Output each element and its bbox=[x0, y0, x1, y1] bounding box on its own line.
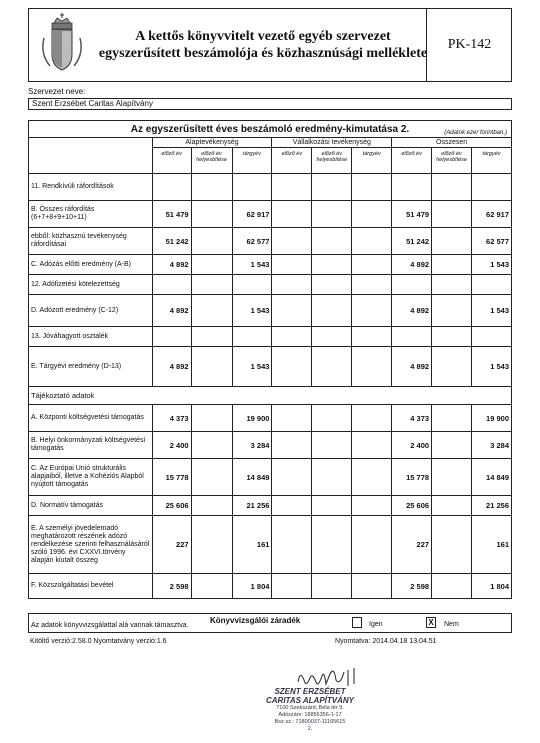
value-cell: 4 892 bbox=[392, 347, 432, 387]
value-cell bbox=[312, 459, 352, 496]
subheader-previous-year-correction: előző év helyesbítése bbox=[312, 148, 352, 174]
value-cell bbox=[352, 459, 392, 496]
value-cell bbox=[272, 201, 312, 228]
row-label: B. Helyi önkormányzati költségvetési támogatás bbox=[29, 432, 153, 459]
value-cell: 62 917 bbox=[472, 201, 512, 228]
value-cell bbox=[312, 228, 352, 255]
value-cell: 4 892 bbox=[392, 295, 432, 327]
value-cell: 62 917 bbox=[232, 201, 272, 228]
value-cell bbox=[312, 432, 352, 459]
table-row bbox=[29, 228, 512, 255]
value-cell bbox=[472, 174, 512, 201]
value-cell: 51 242 bbox=[152, 228, 191, 255]
value-cell bbox=[432, 201, 472, 228]
value-cell: 21 256 bbox=[472, 496, 512, 516]
value-cell bbox=[272, 516, 312, 574]
value-cell bbox=[472, 327, 512, 347]
value-cell: 25 606 bbox=[152, 496, 191, 516]
value-cell bbox=[352, 327, 392, 347]
value-cell bbox=[152, 174, 191, 201]
stamp-address: 7100 Szekszárd, Béla tér 9. bbox=[276, 705, 344, 711]
value-cell bbox=[432, 574, 472, 599]
row-label: 13. Jóváhagyott osztalék bbox=[29, 327, 153, 347]
value-cell bbox=[352, 201, 392, 228]
value-cell bbox=[272, 496, 312, 516]
audit-no-label: Nem bbox=[444, 621, 459, 628]
value-cell bbox=[432, 275, 472, 295]
value-cell: 62 577 bbox=[232, 228, 272, 255]
value-cell: 227 bbox=[152, 516, 191, 574]
subheader-previous-year-correction: előző év helyesbítése bbox=[432, 148, 472, 174]
value-cell bbox=[432, 327, 472, 347]
info-rows bbox=[29, 405, 512, 599]
value-cell: 25 606 bbox=[392, 496, 432, 516]
value-cell bbox=[272, 347, 312, 387]
value-cell: 2 598 bbox=[392, 574, 432, 599]
row-label: D. Adózott eredmény (C-12) bbox=[29, 295, 153, 327]
value-cell bbox=[272, 275, 312, 295]
value-cell bbox=[392, 174, 432, 201]
table-row bbox=[29, 327, 512, 347]
value-cell bbox=[272, 327, 312, 347]
value-cell: 15 778 bbox=[152, 459, 191, 496]
value-cell bbox=[191, 432, 232, 459]
page-title bbox=[98, 28, 428, 62]
organization-label: Szervezet neve: bbox=[28, 87, 86, 96]
value-cell bbox=[472, 275, 512, 295]
info-section-header: Tájékoztató adatok bbox=[29, 387, 512, 405]
value-cell bbox=[352, 496, 392, 516]
value-cell: 15 778 bbox=[392, 459, 432, 496]
table-row bbox=[29, 459, 512, 496]
stamp-line-1: SZENT ERZSÉBET bbox=[274, 687, 346, 696]
value-cell bbox=[432, 516, 472, 574]
value-cell bbox=[432, 174, 472, 201]
value-cell bbox=[312, 496, 352, 516]
value-cell bbox=[191, 327, 232, 347]
value-cell bbox=[312, 327, 352, 347]
value-cell bbox=[312, 174, 352, 201]
value-cell: 161 bbox=[472, 516, 512, 574]
value-cell bbox=[191, 496, 232, 516]
value-cell: 51 242 bbox=[392, 228, 432, 255]
row-label: D. Normatív támogatás bbox=[29, 496, 153, 516]
value-cell bbox=[191, 201, 232, 228]
value-cell bbox=[312, 201, 352, 228]
value-cell bbox=[312, 574, 352, 599]
value-cell: 14 849 bbox=[472, 459, 512, 496]
table-row bbox=[29, 574, 512, 599]
value-cell bbox=[272, 228, 312, 255]
value-cell bbox=[272, 174, 312, 201]
table-row bbox=[29, 201, 512, 228]
value-cell bbox=[432, 228, 472, 255]
value-cell: 1 804 bbox=[232, 574, 272, 599]
value-cell bbox=[272, 255, 312, 275]
row-label: ebből: közhasznú tevékenység ráfordításai bbox=[29, 228, 153, 255]
value-cell: 19 900 bbox=[472, 405, 512, 432]
value-cell bbox=[152, 327, 191, 347]
value-cell bbox=[352, 405, 392, 432]
value-cell bbox=[312, 295, 352, 327]
audit-yes-checkbox[interactable] bbox=[352, 617, 362, 628]
row-label: C. Az Európai Unió strukturális alapjaiból, illetve a Kohéziós Alapból nyújtott támogatás bbox=[29, 459, 153, 496]
value-cell: 1 543 bbox=[232, 295, 272, 327]
statement-rows bbox=[29, 174, 512, 387]
value-cell: 3 284 bbox=[232, 432, 272, 459]
form-code: PK-142 bbox=[426, 8, 512, 82]
value-cell bbox=[191, 347, 232, 387]
table-row bbox=[29, 347, 512, 387]
value-cell: 1 543 bbox=[472, 347, 512, 387]
value-cell: 2 400 bbox=[392, 432, 432, 459]
table-row bbox=[29, 275, 512, 295]
subheader-current-year: tárgyév bbox=[352, 148, 392, 174]
value-cell bbox=[432, 405, 472, 432]
value-cell bbox=[312, 405, 352, 432]
value-cell bbox=[312, 275, 352, 295]
table-title-text: Az egyszerűsített éves beszámoló eredmény-kimutatása 2. bbox=[130, 123, 410, 135]
table-row bbox=[29, 295, 512, 327]
value-cell bbox=[432, 295, 472, 327]
value-cell: 4 892 bbox=[152, 255, 191, 275]
subheader-previous-year: előző év bbox=[392, 148, 432, 174]
value-cell bbox=[352, 347, 392, 387]
value-cell: 2 400 bbox=[152, 432, 191, 459]
table-title bbox=[29, 121, 512, 138]
value-cell bbox=[352, 432, 392, 459]
table-row bbox=[29, 496, 512, 516]
value-cell bbox=[191, 405, 232, 432]
value-cell bbox=[232, 327, 272, 347]
value-cell: 3 284 bbox=[472, 432, 512, 459]
value-cell bbox=[191, 459, 232, 496]
print-date: Nyomtatva: 2014.04.18 13.04.51 bbox=[335, 638, 437, 645]
value-cell: 4 892 bbox=[152, 347, 191, 387]
value-cell: 19 900 bbox=[232, 405, 272, 432]
value-cell bbox=[272, 459, 312, 496]
row-label: E. A személyi jövedelemadó meghatározott részének adózó rendelkezése szerinti felhasználásáról szóló 1996. évi CXXVI.törvény alapján kiutalt összeg bbox=[29, 516, 153, 574]
value-cell bbox=[352, 295, 392, 327]
subheader-current-year: tárgyév bbox=[232, 148, 272, 174]
value-cell bbox=[191, 174, 232, 201]
table-row bbox=[29, 174, 512, 201]
value-cell bbox=[352, 516, 392, 574]
group-header-basic: Alaptevékenység bbox=[152, 138, 272, 148]
title-line-1: A kettős könyvvitelt vezető egyéb szervezet bbox=[135, 29, 391, 44]
value-cell: 4 892 bbox=[152, 295, 191, 327]
value-cell: 51 479 bbox=[152, 201, 191, 228]
subheader-previous-year-correction: előző év helyesbítése bbox=[191, 148, 232, 174]
row-label: C. Adózás előtti eredmény (A-B) bbox=[29, 255, 153, 275]
value-cell bbox=[152, 275, 191, 295]
value-cell: 14 849 bbox=[232, 459, 272, 496]
value-cell bbox=[352, 275, 392, 295]
unit-note: (Adatok ezer forintban.) bbox=[444, 130, 507, 136]
organization-stamp bbox=[230, 687, 390, 733]
value-cell: 4 373 bbox=[392, 405, 432, 432]
group-header-total: Összesen bbox=[392, 138, 512, 148]
audit-yes-label: Igen bbox=[369, 621, 383, 628]
value-cell: 227 bbox=[392, 516, 432, 574]
value-cell bbox=[352, 228, 392, 255]
value-cell: 1 543 bbox=[232, 255, 272, 275]
value-cell bbox=[272, 405, 312, 432]
value-cell bbox=[191, 295, 232, 327]
income-statement-table bbox=[28, 120, 512, 599]
value-cell: 1 543 bbox=[232, 347, 272, 387]
value-cell bbox=[312, 255, 352, 275]
table-row bbox=[29, 405, 512, 432]
row-label: B. Összes ráfordítás (6+7+8+9+10+11) bbox=[29, 201, 153, 228]
value-cell bbox=[272, 432, 312, 459]
coat-of-arms-icon bbox=[30, 10, 94, 80]
version-info: Kitöltő verzió:2.58.0 Nyomtatvány verzió:1.6 bbox=[30, 638, 167, 645]
value-cell bbox=[352, 574, 392, 599]
value-cell: 62 577 bbox=[472, 228, 512, 255]
value-cell bbox=[432, 432, 472, 459]
value-cell: 161 bbox=[232, 516, 272, 574]
value-cell: 4 373 bbox=[152, 405, 191, 432]
stamp-account-number: Bsz.sz.: 71800037-11165615 bbox=[274, 719, 346, 725]
value-cell bbox=[392, 275, 432, 295]
value-cell bbox=[191, 228, 232, 255]
audit-title: Könyvvizsgálói záradék bbox=[210, 616, 301, 625]
value-cell bbox=[191, 574, 232, 599]
value-cell bbox=[191, 275, 232, 295]
value-cell: 21 256 bbox=[232, 496, 272, 516]
label-header-cell bbox=[29, 138, 153, 174]
organization-name: Szent Erzsébet Caritas Alapítvány bbox=[28, 98, 512, 110]
value-cell bbox=[232, 174, 272, 201]
row-label: 11. Rendkívüli ráfordítások bbox=[29, 174, 153, 201]
row-label: A. Központi költségvetési támogatás bbox=[29, 405, 153, 432]
value-cell: 1 543 bbox=[472, 255, 512, 275]
row-label: F. Közszolgáltatási bevétel bbox=[29, 574, 153, 599]
value-cell bbox=[312, 516, 352, 574]
table-row bbox=[29, 516, 512, 574]
subheader-previous-year: előző év bbox=[152, 148, 191, 174]
subheader-previous-year: előző év bbox=[272, 148, 312, 174]
value-cell bbox=[272, 574, 312, 599]
page-number: 2. bbox=[307, 726, 313, 732]
value-cell: 2 598 bbox=[152, 574, 191, 599]
subheader-current-year: tárgyév bbox=[472, 148, 512, 174]
value-cell: 1 543 bbox=[472, 295, 512, 327]
value-cell: 51 479 bbox=[392, 201, 432, 228]
value-cell bbox=[191, 255, 232, 275]
table-row bbox=[29, 255, 512, 275]
value-cell bbox=[232, 275, 272, 295]
value-cell bbox=[432, 347, 472, 387]
value-cell bbox=[191, 516, 232, 574]
value-cell bbox=[432, 459, 472, 496]
value-cell bbox=[272, 295, 312, 327]
group-header-business: Vállalkozási tevékenység bbox=[272, 138, 392, 148]
row-label: E. Tárgyévi eredmény (D-13) bbox=[29, 347, 153, 387]
audit-text: Az adatok könyvvizsgálattal alá vannak támasztva. bbox=[31, 622, 189, 629]
value-cell bbox=[312, 347, 352, 387]
stamp-tax-number: Adószám: 18856356-1-17 bbox=[278, 712, 342, 718]
audit-no-checkbox[interactable]: X bbox=[426, 617, 436, 628]
row-label: 12. Adófizetési kötelezettség bbox=[29, 275, 153, 295]
value-cell: 1 804 bbox=[472, 574, 512, 599]
value-cell: 4 892 bbox=[392, 255, 432, 275]
value-cell bbox=[432, 255, 472, 275]
value-cell bbox=[352, 255, 392, 275]
stamp-line-2: CARITAS ALAPÍTVÁNY bbox=[266, 696, 354, 705]
value-cell bbox=[392, 327, 432, 347]
title-line-2: egyszerűsített beszámolója és közhasznúsági melléklete bbox=[98, 46, 428, 61]
value-cell bbox=[352, 174, 392, 201]
table-row bbox=[29, 432, 512, 459]
value-cell bbox=[432, 496, 472, 516]
